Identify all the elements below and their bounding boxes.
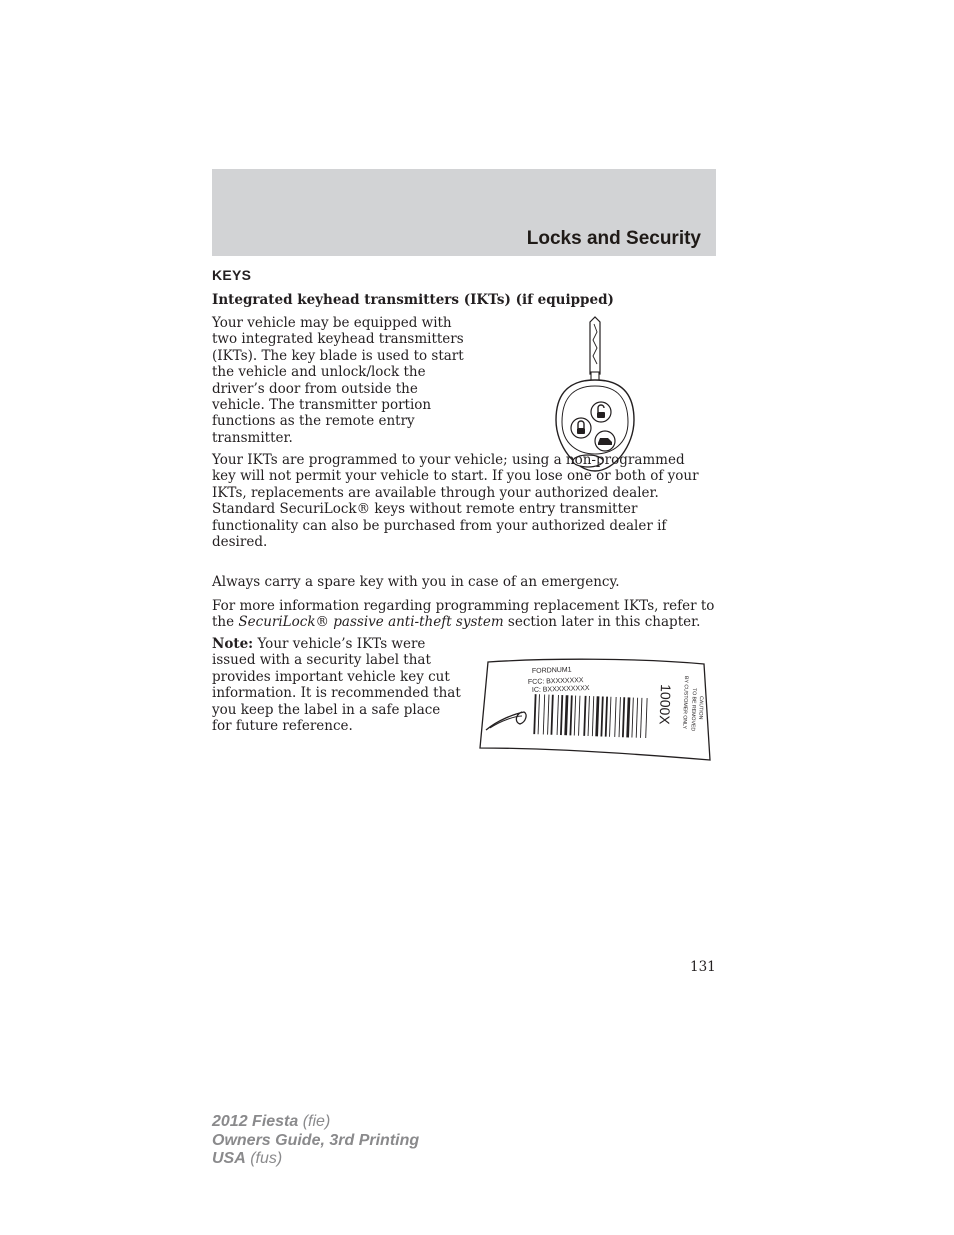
paragraph-spare-key: Always carry a spare key with you in case of an emergency. bbox=[212, 574, 620, 590]
more-info-tail: section later in this chapter. bbox=[503, 614, 701, 631]
paragraph-programming: Your IKTs are programmed to your vehicle; using a non-programmed key will not permit your vehicle to start. If you lose one or both of your IKTs, replacements are available through your authorized dealer. Standard SecuriLock® keys without remote entry transmitter functionality can also be purchased from your authorized dealer if desired. bbox=[212, 452, 699, 551]
paragraph-more-info bbox=[212, 598, 716, 631]
more-info-text: For more information regarding programming replacement IKTs, refer to the bbox=[212, 598, 715, 631]
label-line-2: FCC: BXXXXXXX bbox=[527, 677, 584, 686]
header-band bbox=[212, 169, 716, 256]
note-label: Note: bbox=[212, 636, 254, 652]
label-line-3: IC: BXXXXXXXXX bbox=[531, 684, 590, 694]
keys-heading: KEYS bbox=[212, 267, 252, 283]
label-code: 1000X bbox=[656, 683, 674, 725]
footer-model-code: (fie) bbox=[298, 1113, 331, 1130]
footer-market-code: (fus) bbox=[245, 1150, 283, 1167]
integrated-keyhead-transmitter-icon bbox=[550, 316, 640, 474]
section-title: Locks and Security bbox=[526, 228, 701, 249]
paragraph-ikt-intro: Your vehicle may be equipped with two integrated keyhead transmitters (IKTs). The key blade is used to start the vehicle and unlock/lock the driver’s door from outside the vehicle. The transmitter portion functions as the remote entry transmitter. bbox=[212, 315, 464, 446]
footer-market-line bbox=[212, 1150, 419, 1169]
label-caution-3: BY CUSTOMER ONLY bbox=[681, 675, 689, 730]
note-text: Your vehicle’s IKTs were issued with a security label that provides important vehicle key cut information. It is recommended that you keep the label in a safe place for future reference. bbox=[212, 636, 461, 735]
securilock-reference: SecuriLock® passive anti-theft system bbox=[238, 614, 504, 631]
footer-model: 2012 Fiesta bbox=[212, 1113, 299, 1130]
footer-guide: Owners Guide, 3rd Printing bbox=[212, 1131, 420, 1149]
label-line-1: FORDNUM1 bbox=[531, 666, 572, 675]
label-caution-2: TO BE REMOVED bbox=[689, 687, 697, 732]
ikt-heading: Integrated keyhead transmitters (IKTs) (if equipped) bbox=[212, 292, 614, 308]
page-number: 131 bbox=[690, 959, 716, 975]
footer bbox=[212, 1113, 419, 1169]
footer-model-line bbox=[212, 1113, 419, 1132]
label-caution-1: CAUTION bbox=[697, 695, 704, 720]
paragraph-note bbox=[212, 636, 464, 734]
footer-market: USA bbox=[212, 1150, 246, 1167]
security-label-barcode-icon bbox=[478, 656, 712, 764]
